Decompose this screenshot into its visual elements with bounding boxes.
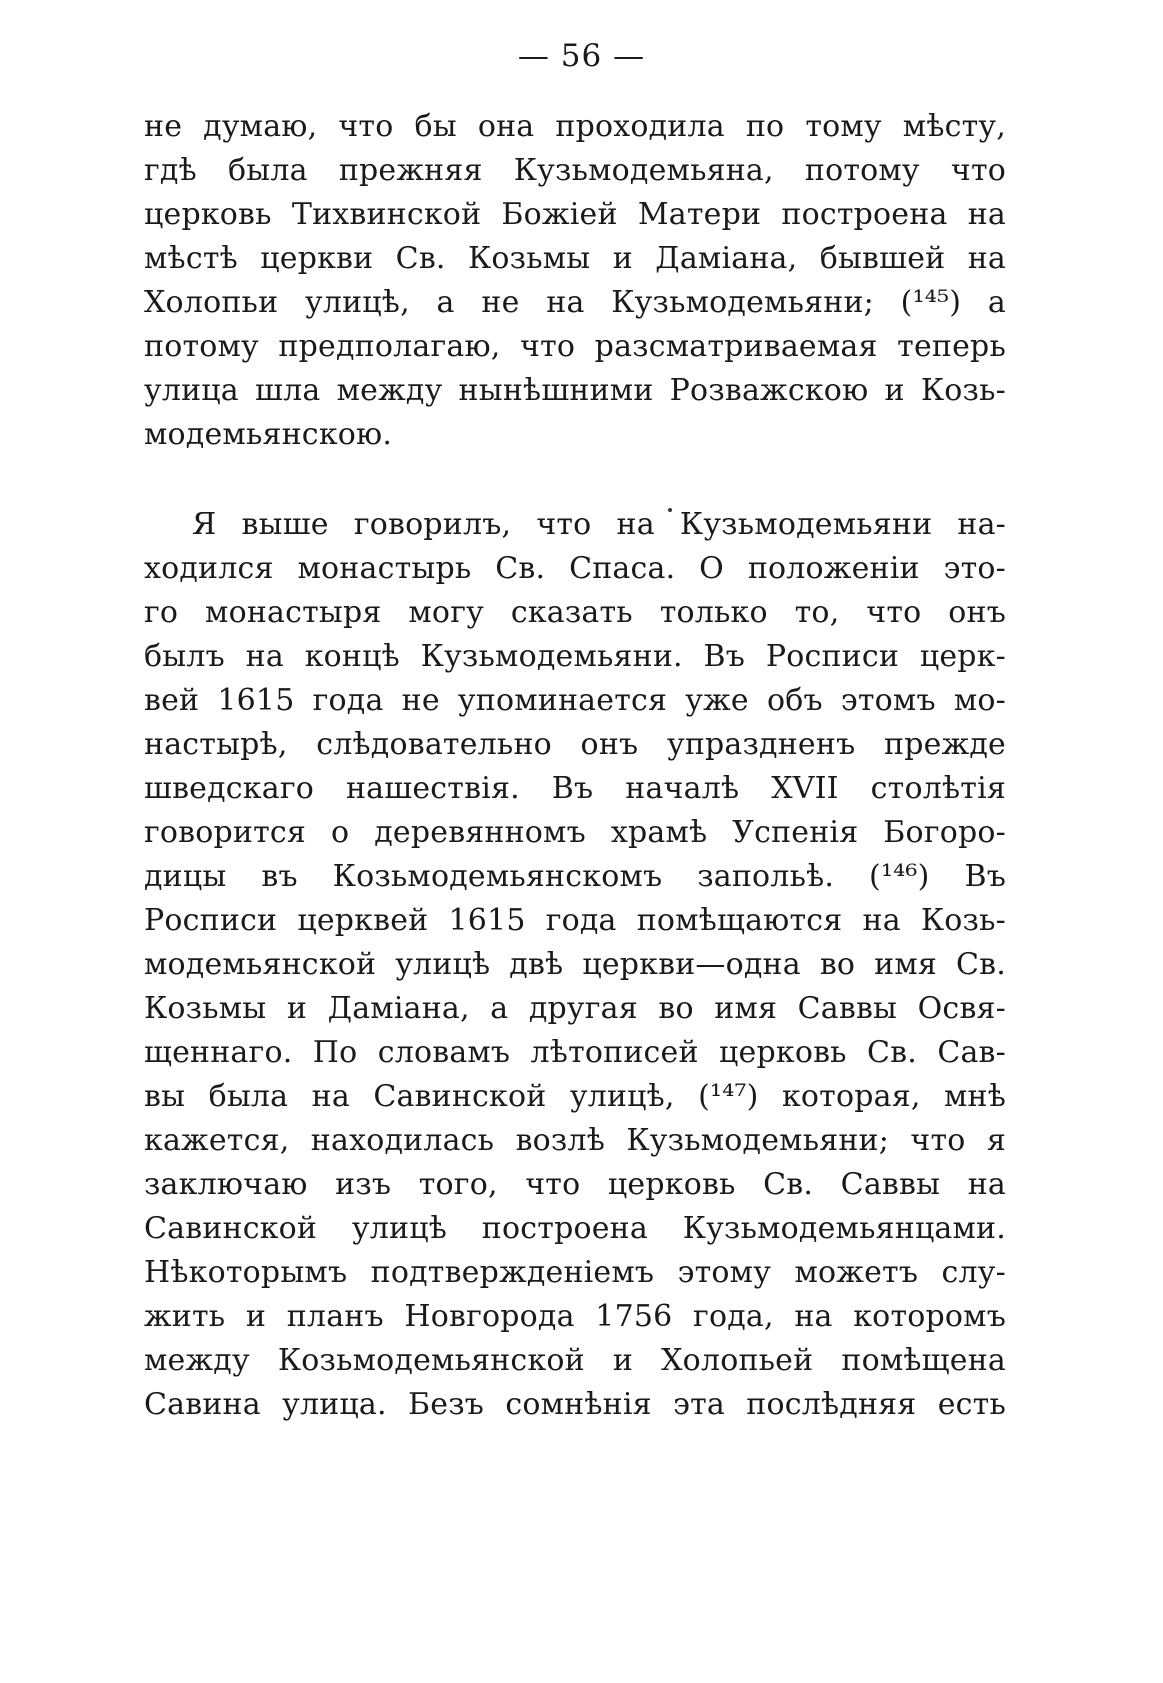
text-line: говорится о деревянномъ храмѣ Успенія Богоро- [144,815,1006,850]
text-line: мѣстѣ церкви Св. Козьмы и Даміана, бывшей на [144,241,1006,276]
text-line: жить и планъ Новгорода 1756 года, на которомъ [144,1299,1006,1334]
text-line: Росписи церквей 1615 года помѣщаются на Козь- [144,903,1006,938]
text-line: былъ на концѣ Кузьмодемьяни. Въ Росписи церк- [144,639,1006,674]
text-line: Савина улица. Безъ сомнѣнія эта послѣдняя есть [144,1387,1006,1422]
text-line: кажется, находилась возлѣ Кузьмодемьяни; что я [144,1123,1006,1158]
text-line: Нѣкоторымъ подтвержденіемъ этому можетъ слу- [144,1255,1006,1290]
text-line: потому предполагаю, что разсматриваемая теперь [144,329,1006,364]
page-number: — 56 — [517,38,646,74]
text-line: ходился монастырь Св. Спаса. О положеніи это- [144,551,1006,586]
text-line: гдѣ была прежняя Кузьмодемьяна, потому что [144,153,1006,188]
text-line: Савинской улицѣ построена Кузьмодемьянцами. [144,1211,1006,1246]
text-line: Козьмы и Даміана, а другая во имя Саввы Освя- [144,991,1006,1026]
text-line: дицы въ Козьмодемьянскомъ запольѣ. (¹⁴⁶) Въ [144,859,1006,894]
text-line: между Козьмодемьянской и Холопьей помѣщена [144,1343,1006,1378]
text-line: Холопьи улицѣ, а не на Кузьмодемьяни; (¹⁴⁵) а [144,285,1006,320]
text-line: Я выше говорилъ, что на Кузьмодемьяни на- [192,507,1006,542]
text-line: улица шла между нынѣшними Розважскою и Козь- [144,373,1006,408]
text-line: го монастыря могу сказать только то, что онъ [144,595,1006,630]
text-line: вей 1615 года не упоминается уже объ этомъ мо- [144,683,1006,718]
text-line: шведскаго нашествія. Въ началѣ XVII столѣтія [144,771,1006,806]
text-line: настырѣ, слѣдовательно онъ упраздненъ прежде [144,727,1006,762]
text-line: щеннаго. По словамъ лѣтописей церковь Св. Сав- [144,1035,1006,1070]
text-line: модемьянской улицѣ двѣ церкви—одна во имя Св. [144,947,1006,982]
text-line: вы была на Савинской улицѣ, (¹⁴⁷) которая, мнѣ [144,1079,1006,1114]
text-line: не думаю, что бы она проходила по тому мѣсту, [144,109,1006,144]
text-line: церковь Тихвинской Божіей Матери построена на [144,197,1006,232]
text-line: заключаю изъ того, что церковь Св. Саввы на [144,1167,1006,1202]
text-line: модемьянскою. [144,417,393,452]
